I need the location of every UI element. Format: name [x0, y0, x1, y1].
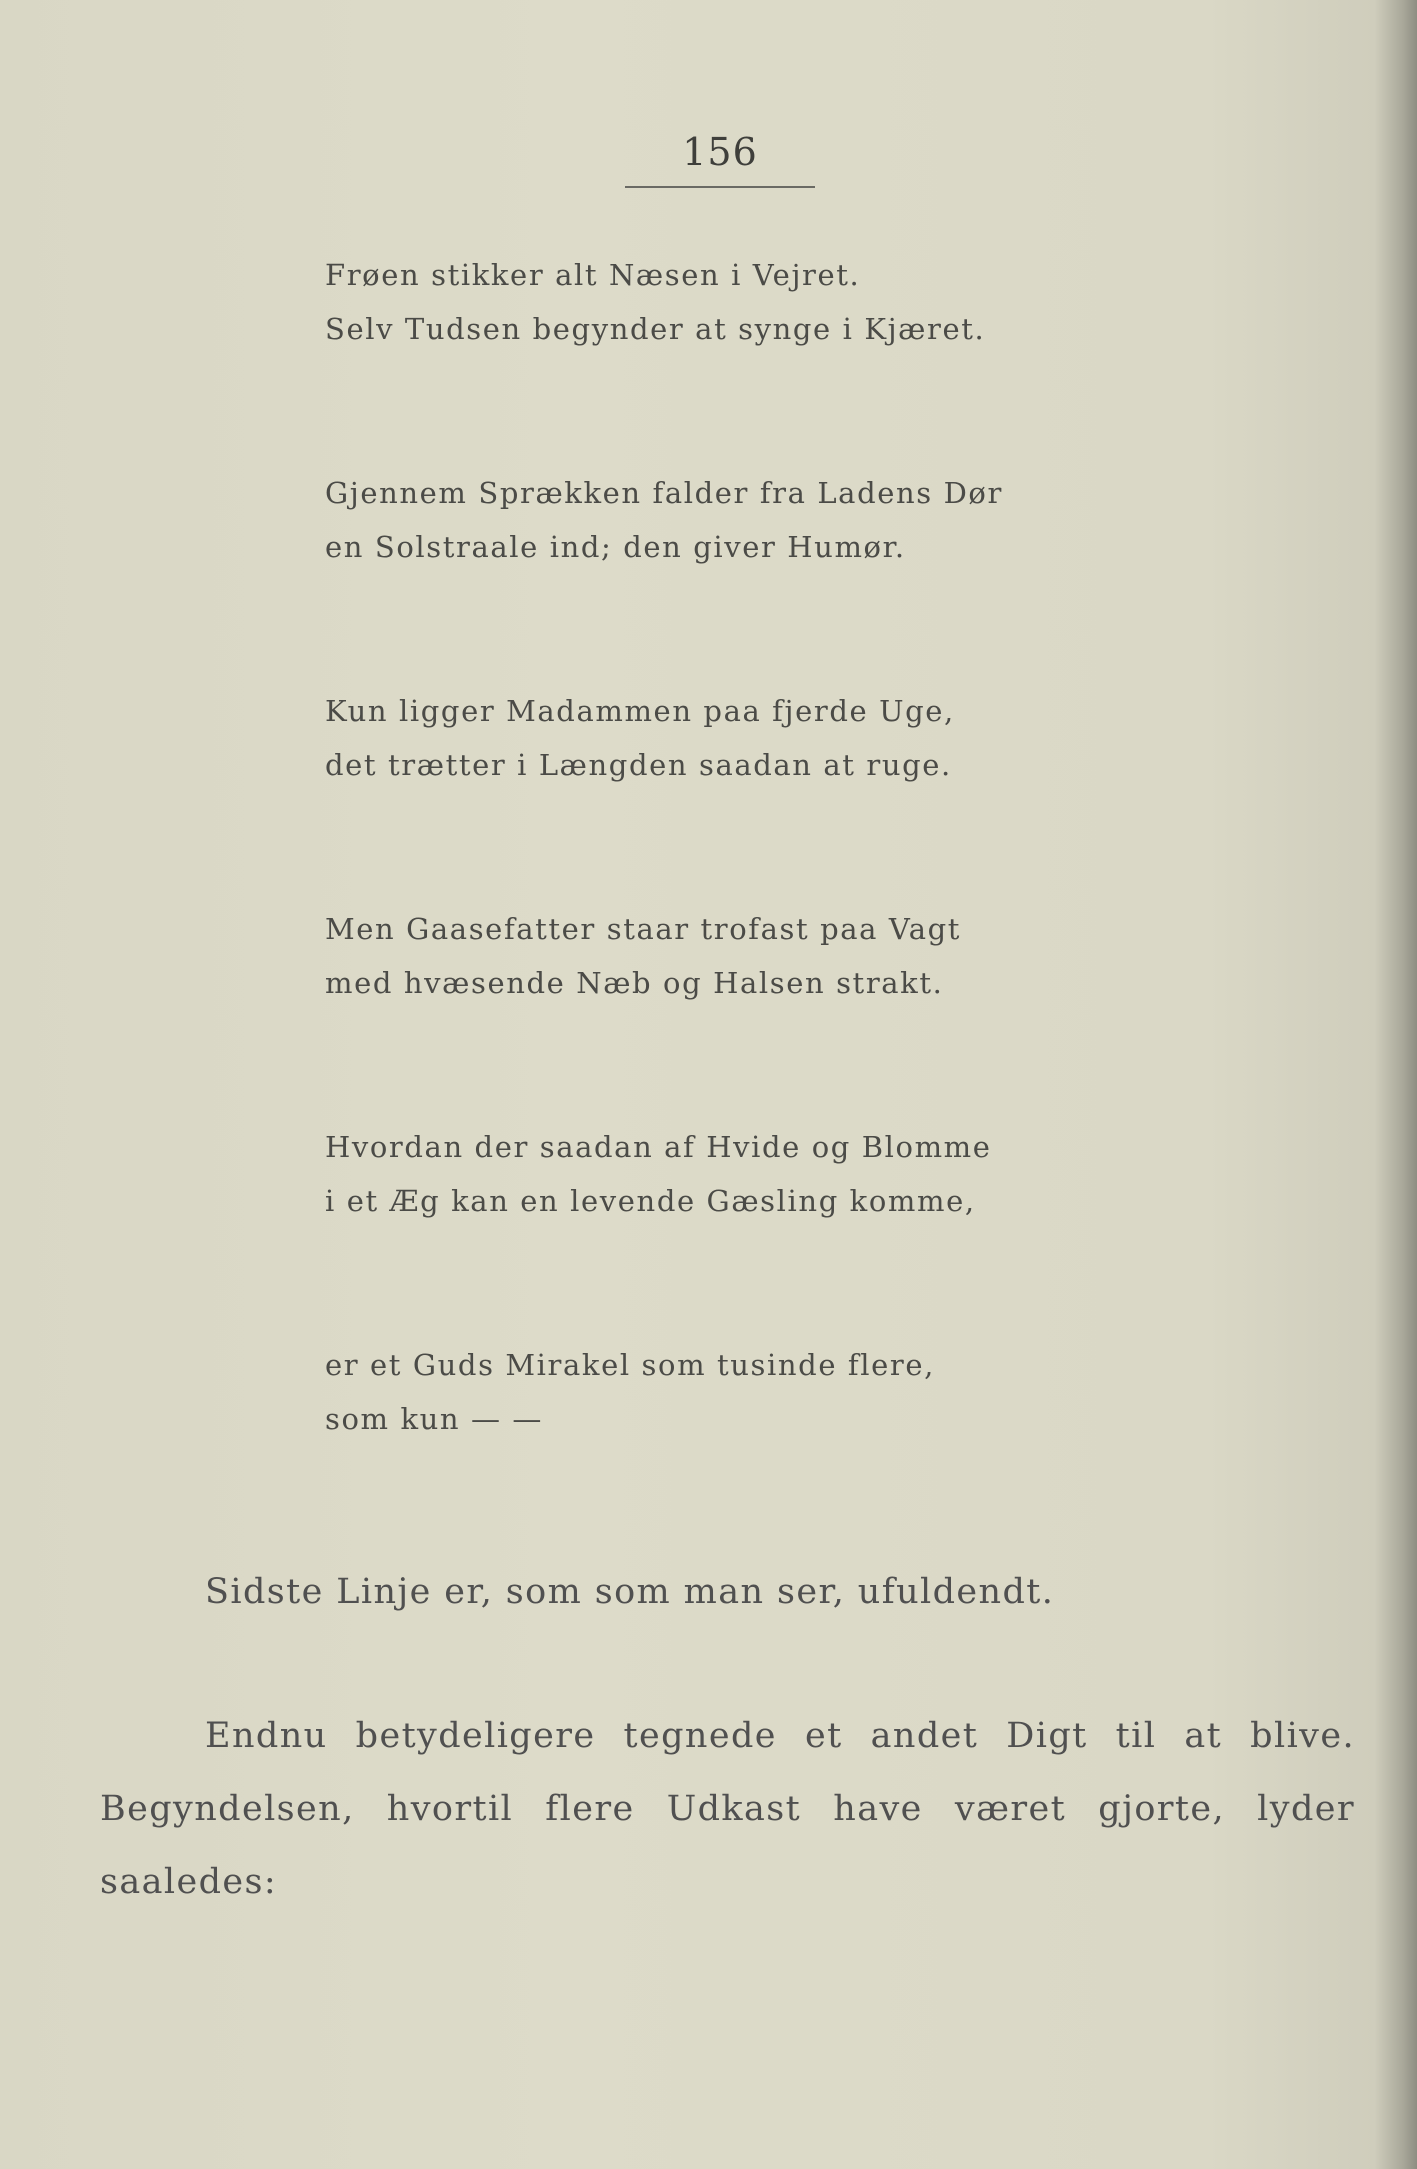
poem-line: det trætter i Længden saadan at ruge. — [325, 748, 952, 782]
prose-paragraph: Sidste Linje er, som som man ser, ufuldendt. — [205, 1572, 1055, 1612]
poem-line: med hvæsende Næb og Halsen strakt. — [325, 966, 944, 1000]
stanza — [325, 1120, 1185, 1228]
poem-line: Kun ligger Madammen paa fjerde Uge, — [325, 694, 955, 728]
page-number: 156 — [682, 130, 758, 174]
stanza — [325, 466, 1185, 574]
prose-paragraph: Endnu betydeligere tegnede et andet Digt til at blive. Begyndelsen, hvortil flere Udkast have været gjorte, lyder saaledes: — [100, 1716, 1355, 1902]
poem-line: Gjennem Sprækken falder fra Ladens Dør — [325, 476, 1003, 510]
poem-line: Selv Tudsen begynder at synge i Kjæret. — [325, 312, 986, 346]
stanza — [325, 684, 1185, 792]
poem-line: Men Gaasefatter staar trofast paa Vagt — [325, 912, 962, 946]
poem — [325, 248, 1185, 1556]
stanza — [325, 902, 1185, 1010]
poem-line: Frøen stikker alt Næsen i Vejret. — [325, 258, 861, 292]
stanza — [325, 1338, 1185, 1446]
poem-line: som kun — — — [325, 1402, 544, 1436]
page-number-rule — [625, 186, 815, 188]
poem-line: er et Guds Mirakel som tusinde flere, — [325, 1348, 935, 1382]
stanza — [325, 248, 1185, 356]
poem-line: en Solstraale ind; den giver Humør. — [325, 530, 906, 564]
poem-line: Hvordan der saadan af Hvide og Blomme — [325, 1130, 992, 1164]
poem-line: i et Æg kan en levende Gæsling komme, — [325, 1184, 976, 1218]
